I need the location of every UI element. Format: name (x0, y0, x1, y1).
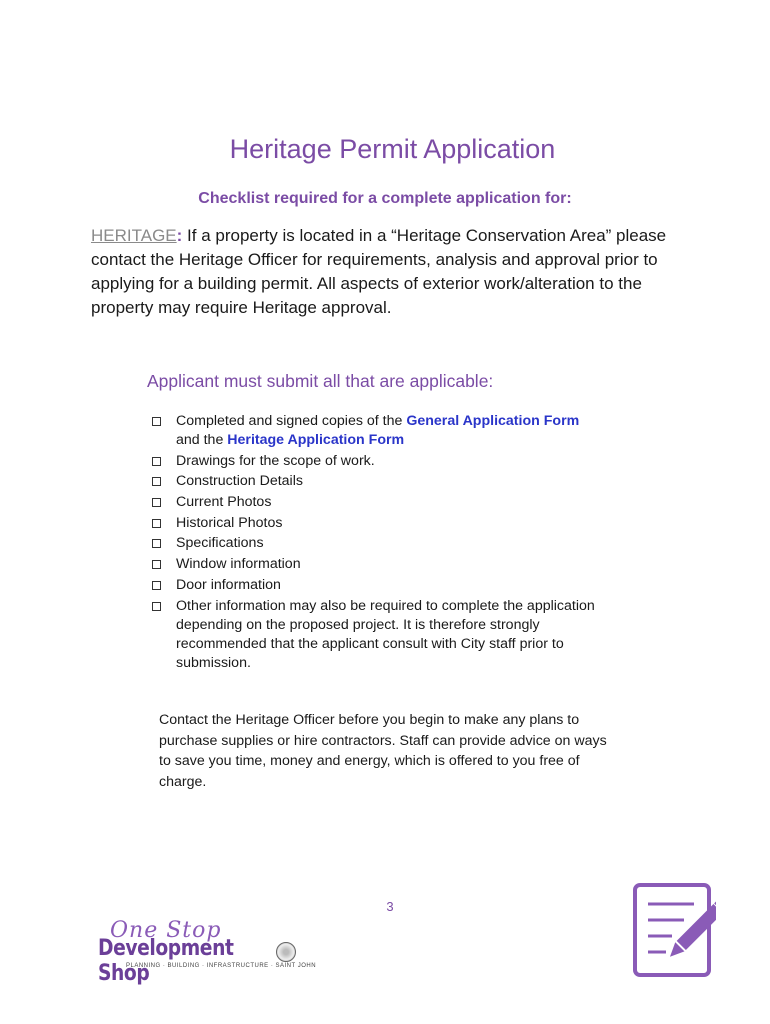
checkbox-icon[interactable] (152, 498, 161, 507)
requirements-checklist (150, 412, 620, 674)
checklist-item[interactable] (150, 576, 620, 595)
checklist-item[interactable] (150, 493, 620, 512)
checklist-item-text: Door information (176, 576, 281, 593)
checklist-item[interactable] (150, 412, 620, 450)
checklist-item-text: Drawings for the scope of work. (176, 452, 375, 469)
checklist-item-text: Completed and signed copies of the (176, 413, 407, 429)
applicant-heading: Applicant must submit all that are applicable: (147, 371, 494, 391)
checkbox-icon[interactable] (152, 581, 161, 590)
checklist-item[interactable] (150, 555, 620, 574)
checkbox-icon[interactable] (152, 539, 161, 548)
checklist-item-text: Window information (176, 556, 301, 573)
edit-document-icon[interactable] (632, 882, 716, 978)
logo-tagline: PLANNING · BUILDING · INFRASTRUCTURE · SAINT JOHN (126, 963, 317, 969)
checkbox-icon[interactable] (152, 417, 161, 426)
heritage-keyword: HERITAGE (91, 226, 177, 245)
checklist-item[interactable] (150, 452, 620, 471)
city-seal-icon (276, 942, 296, 962)
checklist-item[interactable] (150, 597, 620, 673)
checklist-item-text: Historical Photos (176, 514, 283, 531)
checklist-item[interactable] (150, 534, 620, 553)
checklist-item[interactable] (150, 514, 620, 533)
checklist-subtitle: Checklist required for a complete application for: (198, 190, 572, 207)
checklist-item-text: Specifications (176, 535, 264, 552)
checklist-item-text: and the (176, 432, 228, 448)
heritage-application-form-link[interactable]: Heritage Application Form (227, 432, 405, 448)
page-number: 3 (386, 899, 394, 914)
logo-brand-text: Development Shop (98, 936, 234, 986)
heritage-intro-text: If a property is located in a “Heritage Conservation Area” please contact the Heritage Officer for requirements, analysis and approval prior to applying for a building permit. All aspects of exterior work/alteration to the property may require Heritage approval. (91, 226, 667, 317)
checklist-item-text: Other information may also be required to complete the application depending on the proposed project. It is therefore strongly recommended that the applicant consult with City staff prior to submission. (176, 597, 595, 671)
checklist-item[interactable] (150, 472, 620, 491)
checkbox-icon[interactable] (152, 519, 161, 528)
page-title: Heritage Permit Application (229, 134, 556, 164)
general-application-form-link[interactable]: General Application Form (406, 413, 580, 429)
heritage-colon: : (176, 226, 183, 245)
checklist-item-text: Current Photos (176, 494, 272, 511)
checkbox-icon[interactable] (152, 457, 161, 466)
checklist-item-text: Construction Details (176, 473, 303, 490)
checkbox-icon[interactable] (152, 602, 161, 611)
checkbox-icon[interactable] (152, 560, 161, 569)
checkbox-icon[interactable] (152, 477, 161, 486)
heritage-intro-paragraph (91, 224, 691, 320)
contact-paragraph: Contact the Heritage Officer before you begin to make any plans to purchase supplies or hire contractors. Staff can provide advice on ways to save you time, money and energy, which is offered to you free of charge. (159, 712, 607, 790)
development-shop-logo (98, 918, 317, 986)
logo-script-text: One Stop (110, 918, 222, 943)
